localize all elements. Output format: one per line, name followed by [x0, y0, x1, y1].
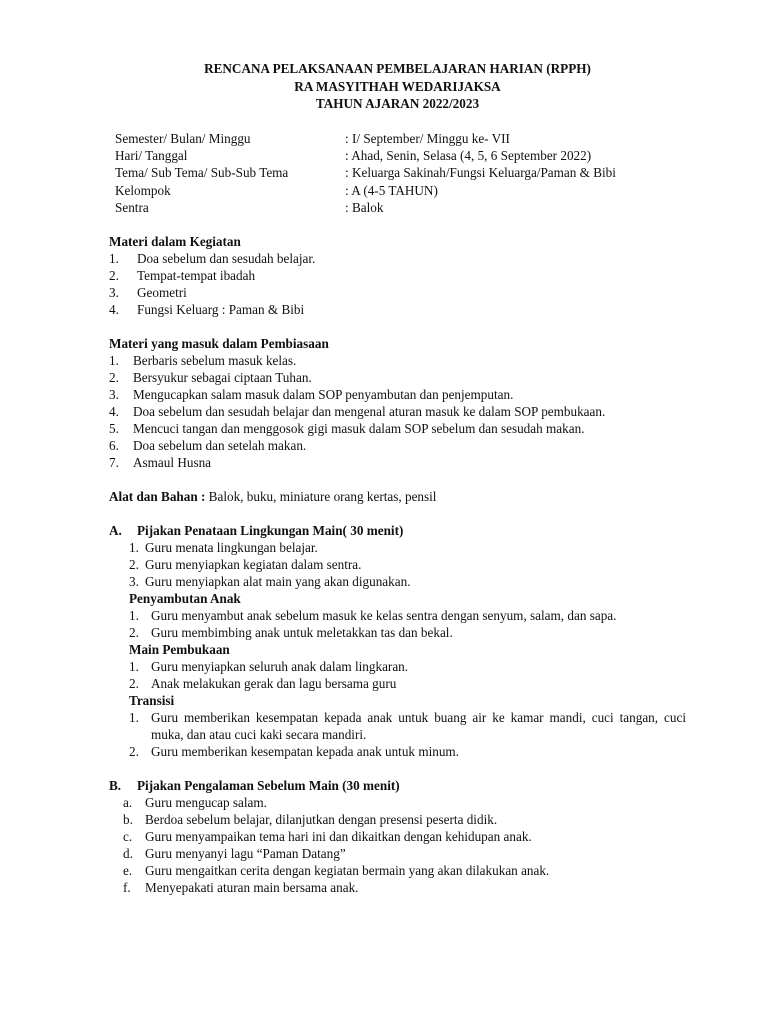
- item-text: Menyepakati aturan main bersama anak.: [145, 880, 359, 896]
- item-text: Mengucapkan salam masuk dalam SOP penyambutan dan penjemputan.: [133, 387, 514, 403]
- alat-value: Balok, buku, miniature orang kertas, pensil: [205, 489, 437, 505]
- info-row: [109, 199, 686, 216]
- item-text: Guru menyiapkan alat main yang akan digunakan.: [145, 574, 411, 590]
- list-item: [109, 454, 686, 471]
- item-text: Guru menyanyi lagu “Paman Datang”: [145, 846, 346, 862]
- list-item: [109, 369, 686, 386]
- document-title: [109, 60, 686, 113]
- item-number: 7.: [109, 455, 119, 471]
- list-item: [123, 794, 686, 811]
- list-item: [123, 828, 686, 845]
- item-letter: f.: [123, 880, 131, 896]
- pembukaan-wrap: [109, 658, 686, 692]
- item-letter: c.: [123, 829, 133, 845]
- item-number: 1.: [129, 659, 139, 675]
- item-text: Guru menyambut anak sebelum masuk ke kelas sentra dengan senyum, salam, dan sapa.: [151, 608, 617, 624]
- list-item: [109, 437, 686, 454]
- list-item: [123, 879, 686, 896]
- list-item: [109, 403, 686, 420]
- item-number: 2.: [129, 625, 139, 641]
- section-a-list-wrap: [109, 539, 686, 590]
- info-row: [109, 130, 686, 147]
- list-item: [109, 386, 686, 403]
- list-item: [123, 811, 686, 828]
- item-number: 1.: [129, 540, 139, 556]
- info-label: Tema/ Sub Tema/ Sub-Sub Tema: [115, 165, 289, 181]
- item-number: 4.: [109, 404, 119, 420]
- materi-list: [109, 250, 686, 318]
- info-row: [109, 164, 686, 181]
- item-number: 3.: [129, 574, 139, 590]
- list-item: [129, 573, 686, 590]
- pembukaan-list: [129, 658, 686, 692]
- list-item: [129, 709, 686, 743]
- list-item: [129, 624, 686, 641]
- list-item: [129, 743, 686, 760]
- list-item: [123, 845, 686, 862]
- item-text: Guru menyiapkan seluruh anak dalam lingkaran.: [151, 659, 409, 675]
- item-letter: d.: [123, 846, 133, 862]
- item-number: 4.: [109, 302, 119, 318]
- item-text: Guru memberikan kesempatan kepada anak untuk buang air ke kamar mandi, cuci tangan, cuci muka, dan atau cuci kaki secara mandiri.: [151, 710, 686, 743]
- info-value: : Ahad, Senin, Selasa (4, 5, 6 September 2022): [345, 147, 592, 163]
- info-row: [109, 147, 686, 164]
- list-item: [109, 301, 686, 318]
- item-text: Guru menyiapkan kegiatan dalam sentra.: [145, 557, 362, 573]
- item-text: Berbaris sebelum masuk kelas.: [133, 353, 297, 369]
- item-text: Fungsi Keluarg : Paman & Bibi: [137, 302, 305, 318]
- item-text: Bersyukur sebagai ciptaan Tuhan.: [133, 370, 312, 386]
- info-label: Sentra: [115, 200, 149, 216]
- info-value: : I/ September/ Minggu ke- VII: [345, 130, 510, 146]
- item-text: Tempat-tempat ibadah: [137, 268, 256, 284]
- info-row: [109, 182, 686, 199]
- info-label: Kelompok: [115, 182, 171, 198]
- alat-bahan: [109, 488, 686, 505]
- item-text: Anak melakukan gerak dan lagu bersama guru: [151, 676, 397, 692]
- list-item: [129, 539, 686, 556]
- item-text: Guru menyampaikan tema hari ini dan dikaitkan dengan kehidupan anak.: [145, 829, 532, 845]
- list-item: [129, 556, 686, 573]
- item-text: Guru memberikan kesempatan kepada anak untuk minum.: [151, 744, 459, 760]
- list-item: [129, 675, 686, 692]
- info-value: : A (4-5 TAHUN): [345, 182, 438, 198]
- item-number: 2.: [129, 557, 139, 573]
- info-value: : Keluarga Sakinah/Fungsi Keluarga/Paman & Bibi: [345, 165, 616, 181]
- item-number: 2.: [109, 268, 119, 284]
- title-line-2: RA MASYITHAH WEDARIJAKSA: [294, 78, 501, 94]
- title-line-3: TAHUN AJARAN 2022/2023: [315, 96, 480, 111]
- item-number: 1.: [109, 353, 119, 369]
- list-item: [123, 862, 686, 879]
- title-line-1: RENCANA PELAKSANAAN PEMBELAJARAN HARIAN (RPPH): [204, 61, 591, 76]
- section-b-list-wrap: [109, 794, 686, 896]
- item-number: 2.: [129, 676, 139, 692]
- list-item: [109, 250, 686, 267]
- item-number: 1.: [109, 251, 119, 267]
- item-text: Guru mengucap salam.: [145, 795, 267, 811]
- item-number: 2.: [109, 370, 119, 386]
- transisi-wrap: [109, 709, 686, 760]
- materi-heading: Materi dalam Kegiatan: [109, 234, 241, 250]
- document-page: [109, 60, 686, 896]
- item-number: 5.: [109, 421, 119, 437]
- item-text: Doa sebelum dan sesudah belajar dan mengenal aturan masuk ke dalam SOP pembukaan.: [133, 404, 606, 420]
- list-item: [129, 607, 686, 624]
- item-number: 3.: [109, 285, 119, 301]
- info-table: [109, 130, 686, 217]
- penyambutan-heading: Penyambutan Anak: [129, 591, 241, 607]
- section-b-heading: [109, 777, 686, 794]
- section-title: Pijakan Pengalaman Sebelum Main (30 menit): [137, 778, 400, 794]
- list-item: [109, 352, 686, 369]
- penyambutan-wrap: [109, 607, 686, 641]
- item-letter: b.: [123, 812, 133, 828]
- item-number: 1.: [129, 608, 139, 624]
- penyambutan-list: [129, 607, 686, 641]
- section-b-list: [123, 794, 686, 896]
- item-text: Doa sebelum dan setelah makan.: [133, 438, 307, 454]
- info-value: : Balok: [345, 200, 384, 216]
- section-number: B.: [109, 778, 122, 794]
- item-number: 3.: [109, 387, 119, 403]
- transisi-list: [129, 709, 686, 760]
- info-label: Hari/ Tanggal: [115, 147, 188, 163]
- pembiasaan-heading: Materi yang masuk dalam Pembiasaan: [109, 336, 329, 352]
- item-number: 1.: [129, 710, 139, 726]
- pembukaan-heading: Main Pembukaan: [129, 642, 230, 658]
- item-text: Mencuci tangan dan menggosok gigi masuk dalam SOP sebelum dan sesudah makan.: [133, 421, 585, 437]
- info-label: Semester/ Bulan/ Minggu: [115, 130, 251, 146]
- item-letter: e.: [123, 863, 133, 879]
- item-text: Guru membimbing anak untuk meletakkan tas dan bekal.: [151, 625, 453, 641]
- item-text: Doa sebelum dan sesudah belajar.: [137, 251, 316, 267]
- pembiasaan-list: [109, 352, 686, 471]
- list-item: [109, 284, 686, 301]
- section-title: Pijakan Penataan Lingkungan Main( 30 menit): [137, 523, 404, 539]
- item-text: Berdoa sebelum belajar, dilanjutkan dengan presensi peserta didik.: [145, 812, 498, 828]
- list-item: [129, 658, 686, 675]
- item-text: Guru mengaitkan cerita dengan kegiatan bermain yang akan dilakukan anak.: [145, 863, 550, 879]
- item-text: Guru menata lingkungan belajar.: [145, 540, 318, 556]
- item-letter: a.: [123, 795, 133, 811]
- list-item: [109, 420, 686, 437]
- transisi-heading: Transisi: [129, 693, 175, 709]
- alat-label: Alat dan Bahan :: [109, 489, 206, 505]
- item-number: 2.: [129, 744, 139, 760]
- list-item: [109, 267, 686, 284]
- item-number: 6.: [109, 438, 119, 454]
- item-text: Asmaul Husna: [133, 455, 212, 471]
- section-a-heading: [109, 522, 686, 539]
- item-text: Geometri: [137, 285, 187, 301]
- section-number: A.: [109, 523, 122, 539]
- section-a-list: [129, 539, 686, 590]
